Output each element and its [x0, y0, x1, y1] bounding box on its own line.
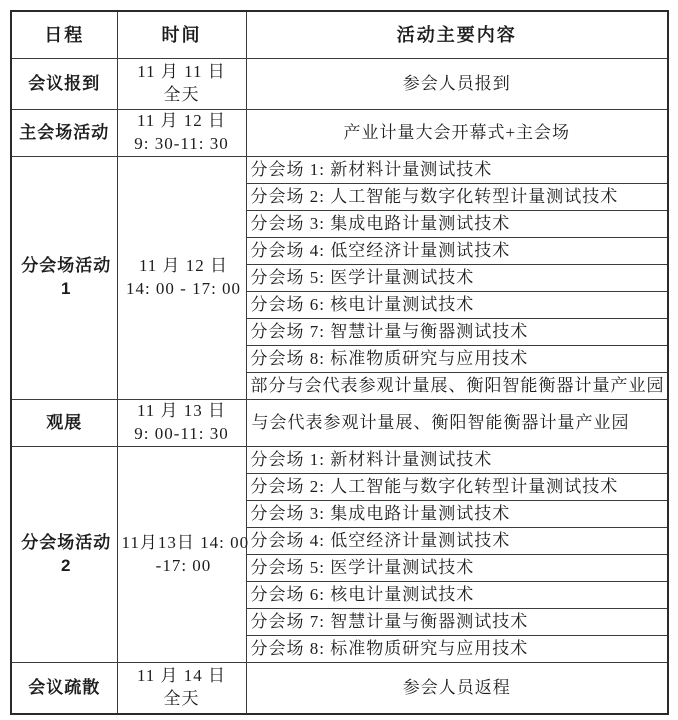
session-item-cell: 分会场 4: 低空经济计量测试技术	[246, 238, 668, 265]
table-row	[11, 59, 668, 110]
header-cell-content: 活动主要内容	[246, 11, 668, 59]
content-cell: 与会代表参观计量展、衡阳智能衡器计量产业园	[246, 400, 668, 447]
time-cell	[117, 400, 246, 447]
row-label-breakout-2	[11, 447, 117, 663]
time-line: 14: 00 - 17: 00	[125, 279, 242, 298]
table-row	[11, 400, 668, 447]
session-item-cell: 分会场 3: 集成电路计量测试技术	[246, 211, 668, 238]
session-item-cell: 分会场 5: 医学计量测试技术	[246, 555, 668, 582]
session-item-cell: 分会场 3: 集成电路计量测试技术	[246, 501, 668, 528]
date-line: 11 月 14 日	[136, 666, 227, 686]
content-cell: 参会人员报到	[246, 59, 668, 110]
session-item-cell: 分会场 1: 新材料计量测试技术	[246, 447, 668, 474]
content-cell: 产业计量大会开幕式+主会场	[246, 110, 668, 157]
table-row	[11, 447, 668, 474]
session-item-cell: 分会场 2: 人工智能与数字化转型计量测试技术	[246, 184, 668, 211]
row-label-breakout-1	[11, 157, 117, 400]
label-line: 2	[61, 555, 72, 575]
session-item-cell: 部分与会代表参观计量展、衡阳智能衡器计量产业园	[246, 373, 668, 400]
header-row	[11, 11, 668, 59]
date-line: 11 月 12 日	[136, 111, 227, 131]
time-cell	[117, 447, 250, 663]
date-line: 11 月 11 日	[137, 62, 226, 82]
session-item-cell: 分会场 8: 标准物质研究与应用技术	[246, 636, 668, 663]
session-item-cell: 分会场 4: 低空经济计量测试技术	[246, 528, 668, 555]
content-cell: 参会人员返程	[246, 663, 668, 715]
session-item-cell: 分会场 6: 核电计量测试技术	[246, 292, 668, 319]
time-line: 全天	[163, 85, 200, 104]
row-label-main-session: 主会场活动	[11, 110, 117, 157]
date-line: 11 月 12 日	[138, 256, 229, 276]
label-line: 分会场活动	[21, 532, 112, 552]
time-line: 9: 00-11: 30	[134, 424, 229, 443]
time-line: -17: 00	[155, 555, 212, 575]
schedule-table	[10, 10, 669, 715]
table-row	[11, 157, 668, 184]
row-label-departure: 会议疏散	[11, 663, 117, 715]
row-label-exhibition: 观展	[11, 400, 117, 447]
time-line: 9: 30-11: 30	[134, 134, 229, 153]
date-line: 11 月 13 日	[136, 401, 227, 421]
header-cell-schedule: 日程	[11, 11, 117, 59]
time-line: 全天	[163, 689, 200, 708]
time-cell	[117, 157, 246, 400]
session-item-cell: 分会场 7: 智慧计量与衡器测试技术	[246, 319, 668, 346]
session-item-cell: 分会场 8: 标准物质研究与应用技术	[246, 346, 668, 373]
session-item-cell: 分会场 2: 人工智能与数字化转型计量测试技术	[246, 474, 668, 501]
session-item-cell: 分会场 6: 核电计量测试技术	[246, 582, 668, 609]
session-item-cell: 分会场 1: 新材料计量测试技术	[246, 157, 668, 184]
label-line: 分会场活动	[21, 256, 112, 276]
time-cell	[117, 59, 246, 110]
header-cell-time: 时间	[117, 11, 246, 59]
time-cell	[117, 110, 246, 157]
date-line: 11月13日 14: 00	[121, 532, 250, 552]
table-row	[11, 110, 668, 157]
session-item-cell: 分会场 7: 智慧计量与衡器测试技术	[246, 609, 668, 636]
time-cell	[117, 663, 246, 715]
row-label-registration: 会议报到	[11, 59, 117, 110]
label-line: 1	[61, 279, 72, 298]
table-row	[11, 663, 668, 715]
session-item-cell: 分会场 5: 医学计量测试技术	[246, 265, 668, 292]
